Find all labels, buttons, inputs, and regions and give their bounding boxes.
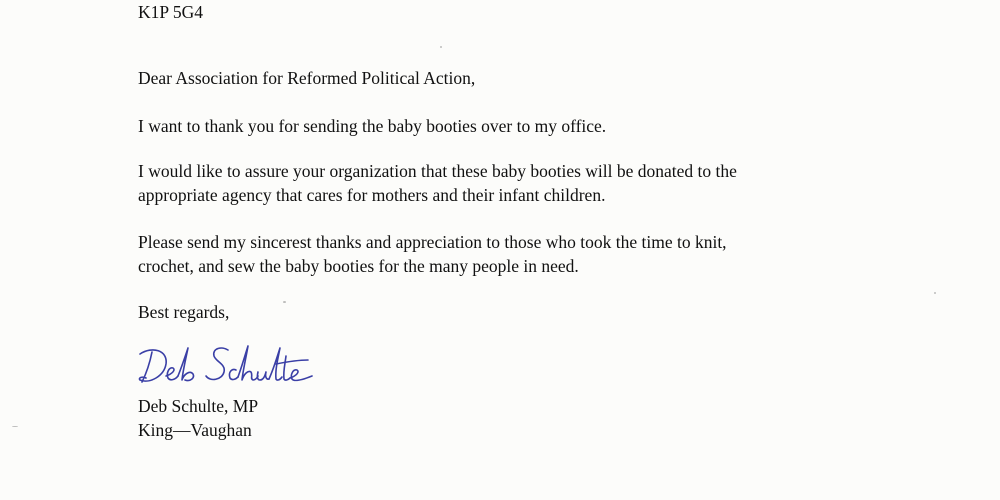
salutation: Dear Association for Reformed Political Action, — [138, 68, 476, 88]
signatory-riding: King—Vaughan — [138, 420, 252, 440]
paragraph-2-line: appropriate agency that cares for mothers and their infant children. — [138, 185, 606, 205]
paragraph-1: I want to thank you for sending the baby booties over to my office. — [138, 116, 607, 136]
paragraph-3-line: Please send my sincerest thanks and appreciation to those who took the time to knit, — [138, 232, 727, 252]
scan-speck — [283, 301, 286, 303]
scan-speck — [934, 292, 936, 294]
paragraph-3-line: crochet, and sew the baby booties for the many people in need. — [138, 256, 579, 276]
handwritten-signature — [136, 338, 336, 390]
postal-code: K1P 5G4 — [138, 2, 203, 22]
closing: Best regards, — [138, 302, 230, 322]
paragraph-2 — [138, 159, 737, 207]
paragraph-2-line: I would like to assure your organization that these baby booties will be donated to the — [138, 161, 737, 181]
signatory-name: Deb Schulte, MP — [138, 396, 259, 416]
scan-speck — [12, 426, 18, 427]
scan-speck — [440, 46, 442, 48]
paragraph-3 — [138, 230, 727, 278]
